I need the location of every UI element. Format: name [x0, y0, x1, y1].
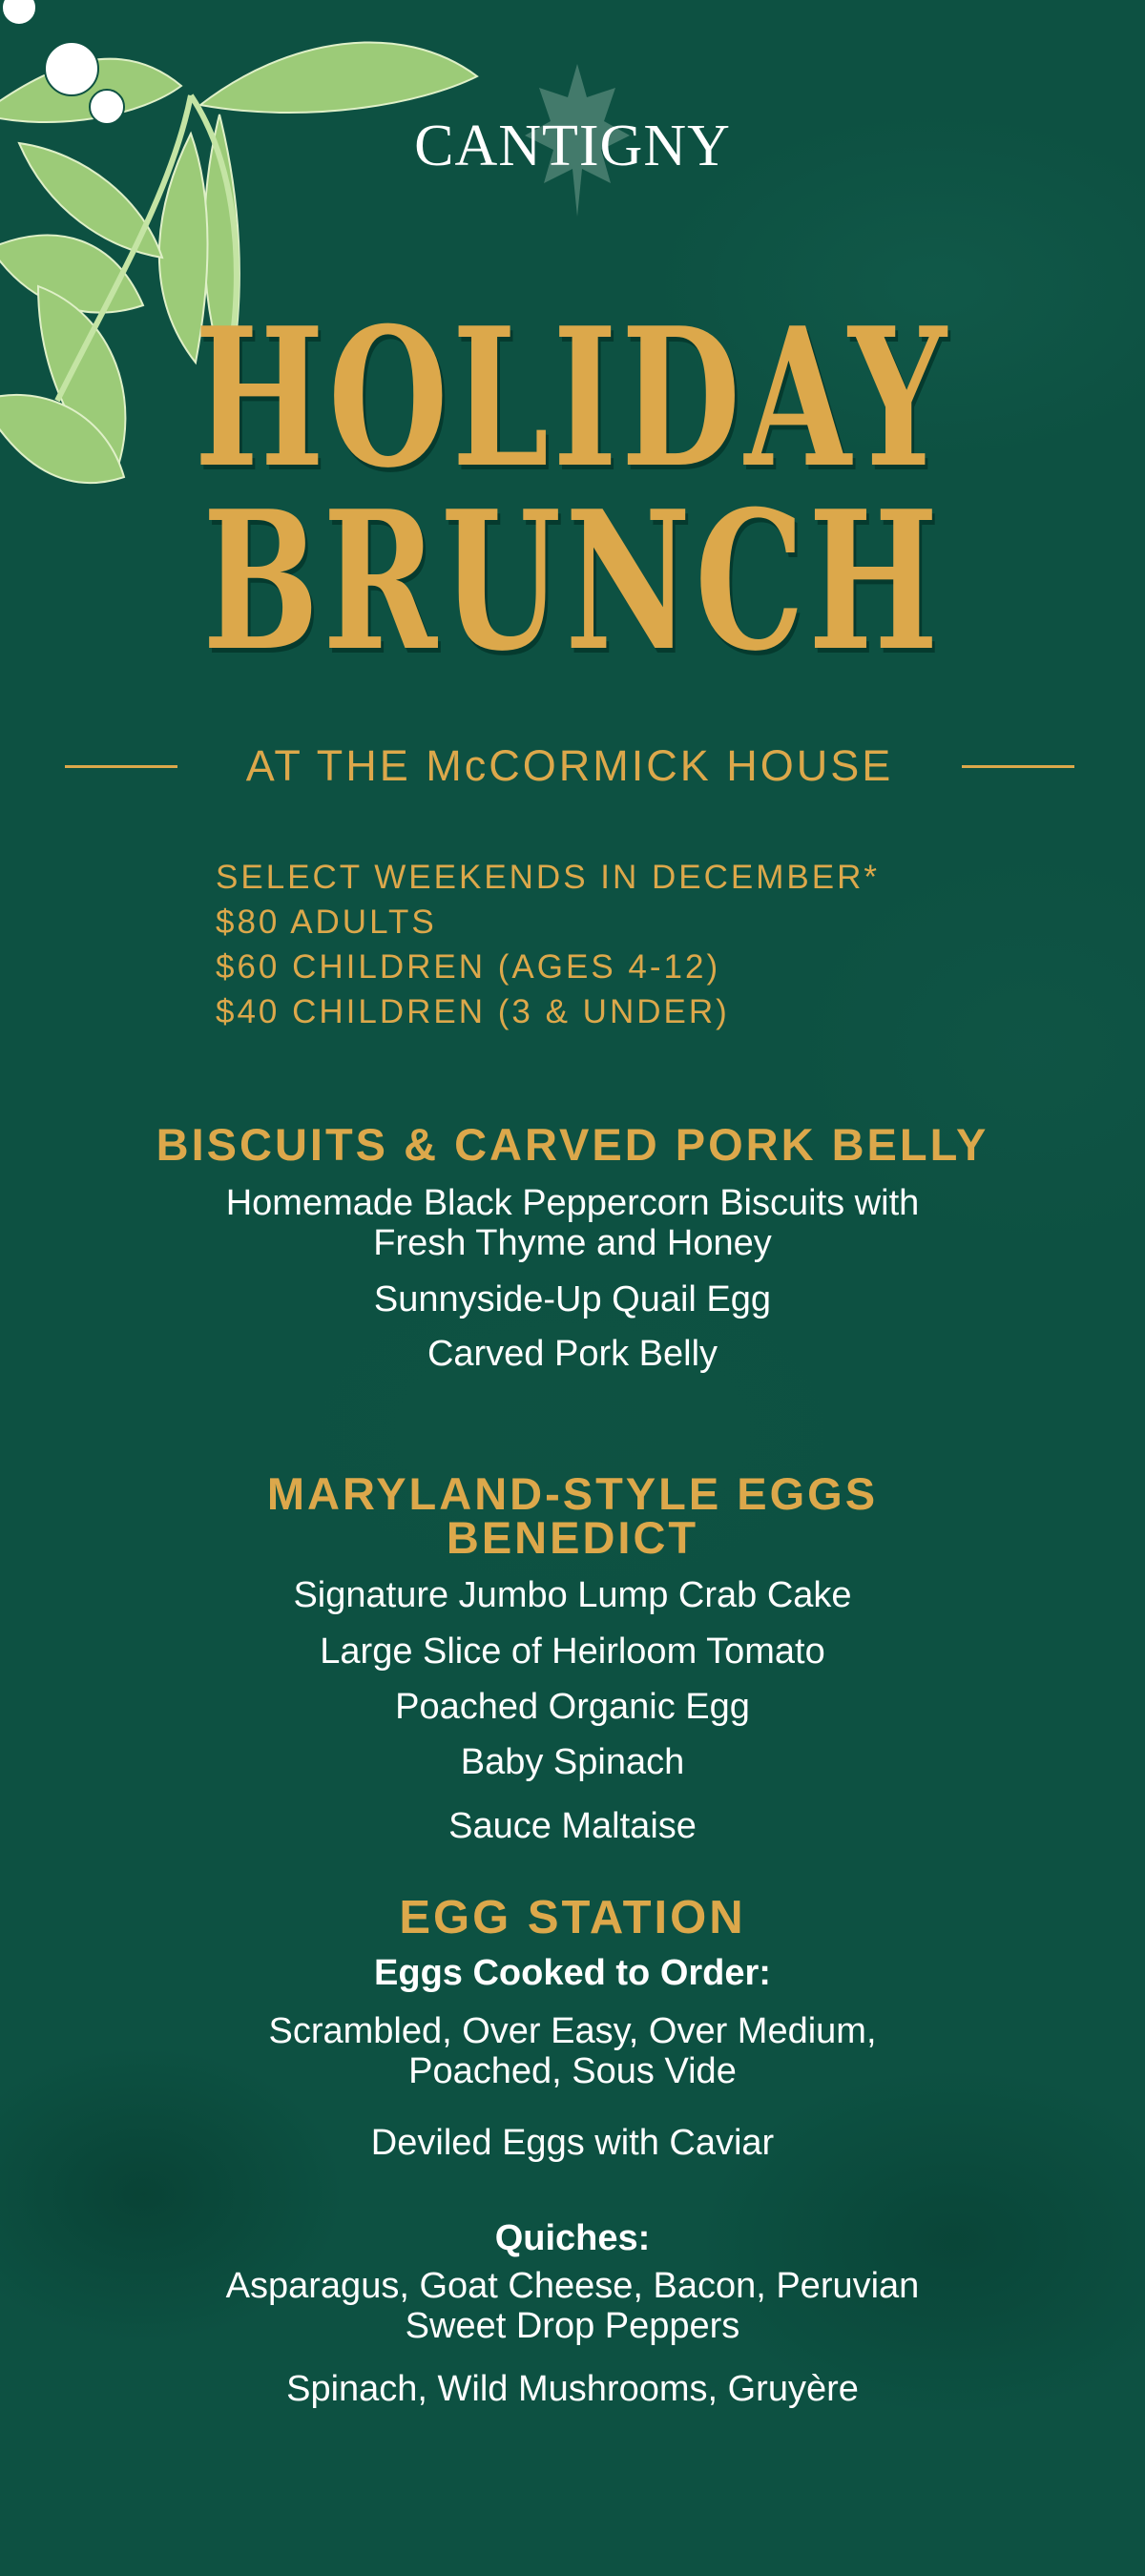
- subtitle-row: [65, 742, 1074, 790]
- menu-item: Fresh Thyme and Honey: [373, 1223, 772, 1263]
- subtitle-rule-left: [65, 765, 177, 768]
- section-title-benedict-line-1: MARYLAND-STYLE EGGS: [266, 1468, 879, 1519]
- brand-logo: CANTIGNY: [414, 114, 731, 178]
- section-title-benedict-line-2: BENEDICT: [446, 1512, 699, 1563]
- subtitle-rule-right: [962, 765, 1074, 768]
- subtitle: AT THE McCORMICK HOUSE: [245, 741, 894, 790]
- title-line-1: HOLIDAY: [194, 286, 951, 510]
- egg-station-subheading: Eggs Cooked to Order:: [374, 1953, 771, 1993]
- menu-item: Sweet Drop Peppers: [405, 2306, 740, 2346]
- menu-item: Asparagus, Goat Cheese, Bacon, Peruvian: [225, 2266, 920, 2306]
- menu-item: Signature Jumbo Lump Crab Cake: [293, 1575, 852, 1615]
- menu-item: Carved Pork Belly: [427, 1334, 718, 1374]
- menu-item: Poached, Sous Vide: [408, 2051, 737, 2091]
- menu-item: Sunnyside-Up Quail Egg: [373, 1279, 772, 1319]
- menu-item: Scrambled, Over Easy, Over Medium,: [268, 2011, 877, 2051]
- menu-item: Deviled Eggs with Caviar: [370, 2123, 775, 2163]
- section-title-biscuits: BISCUITS & CARVED PORK BELLY: [156, 1119, 989, 1170]
- menu-item: Homemade Black Peppercorn Biscuits with: [225, 1183, 920, 1223]
- menu-item: Large Slice of Heirloom Tomato: [320, 1631, 825, 1672]
- title-line-2: BRUNCH: [202, 469, 943, 694]
- quiches-heading: Quiches:: [494, 2218, 651, 2258]
- menu-item: Spinach, Wild Mushrooms, Gruyère: [286, 2369, 859, 2409]
- menu-item: Poached Organic Egg: [395, 1687, 750, 1727]
- pricing-line: $60 CHILDREN (AGES 4-12): [216, 948, 721, 986]
- pricing-line: $80 ADULTS: [216, 904, 437, 941]
- menu-item: Baby Spinach: [460, 1742, 685, 1782]
- pricing-line: SELECT WEEKENDS IN DECEMBER*: [216, 859, 880, 896]
- menu-item: Sauce Maltaise: [448, 1806, 697, 1846]
- pricing-line: $40 CHILDREN (3 & UNDER): [216, 993, 730, 1030]
- section-title-egg-station: EGG STATION: [399, 1892, 746, 1943]
- pricing-block: [216, 855, 979, 1034]
